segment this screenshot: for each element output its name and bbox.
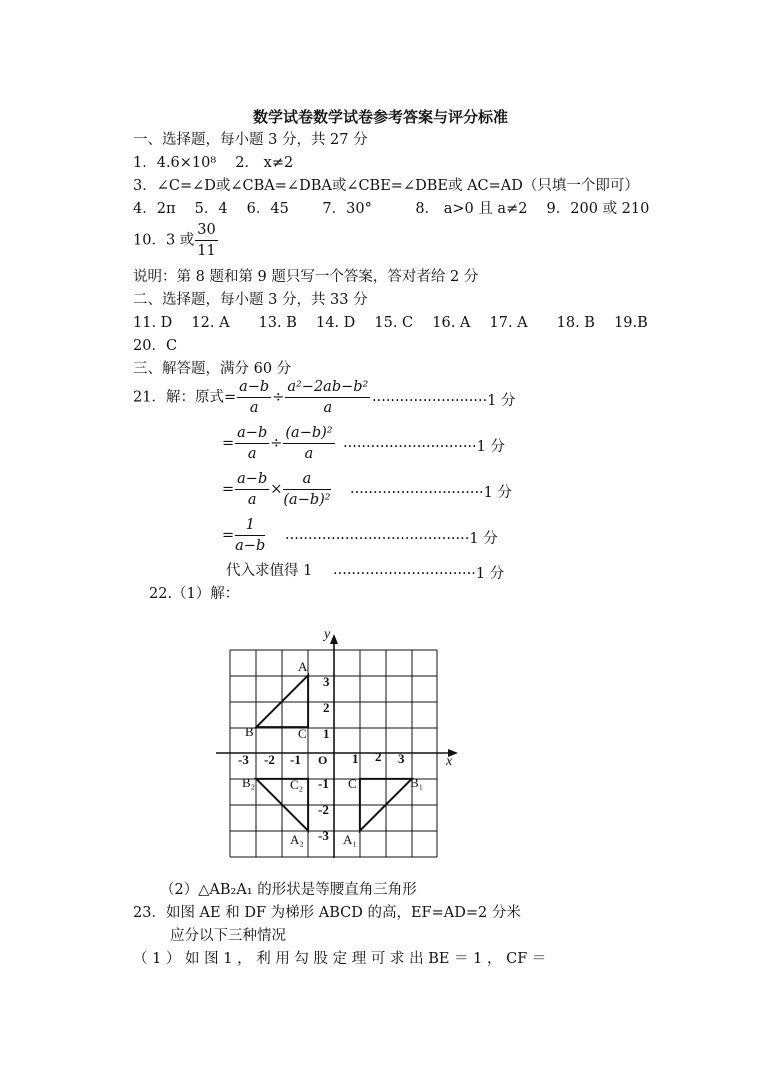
q21-step-3 (222, 470, 332, 509)
fraction-numerator: a−b (235, 470, 269, 490)
fraction-numerator: a−b (235, 424, 269, 444)
q22-part-2: （2）△AB₂A₁ 的形状是等腰直角三角形 (160, 882, 417, 898)
fraction-numerator: 30 (195, 221, 217, 241)
y-tick-label: -2 (318, 802, 329, 817)
operator: × (270, 481, 283, 498)
q21-prefix: 21．解：原式= (133, 389, 237, 406)
fraction-denominator: a (249, 400, 259, 416)
score-dots-3: ·····························1 分 (350, 485, 512, 501)
score-dots-1: ·························1 分 (372, 393, 516, 409)
point-label-c: C (298, 726, 307, 741)
q23-heading: 23．如图 AE 和 DF 为梯形 ABCD 的高，EF=AD=2 分米 (133, 905, 521, 921)
fraction (235, 424, 269, 463)
fraction-denominator: a (304, 446, 314, 462)
fraction (285, 378, 370, 417)
score-dots-4: ········································1 分 (285, 531, 498, 547)
coordinate-figure (200, 618, 470, 864)
fraction-numerator: 1 (235, 516, 265, 536)
fraction (283, 470, 330, 509)
axes (216, 640, 452, 858)
fraction-denominator: a (247, 492, 257, 508)
q21-step-4 (222, 516, 266, 555)
answer-10-prefix: 10．3 或 (133, 232, 195, 249)
answer-line-1-2: 1．4.6×10⁸ 2． x≠2 (133, 155, 294, 171)
answer-10-fraction (195, 221, 217, 260)
fraction (237, 378, 271, 417)
origin-label: O (318, 753, 328, 767)
section-heading-2: 二、选择题，每小题 3 分，共 33 分 (133, 292, 368, 308)
answer-line-3: 3．∠C=∠D或∠CBA=∠DBA或∠CBE=∠DBE或 AC=AD（只填一个即可） (133, 178, 639, 194)
fraction-denominator: (a−b)² (283, 492, 331, 508)
fraction-denominator: a−b (235, 538, 266, 554)
y-tick-label: 3 (323, 674, 330, 689)
equals-sign: = (222, 527, 235, 544)
fraction (235, 470, 269, 509)
fraction-denominator: a (247, 446, 257, 462)
q23-subheading: 应分以下三种情况 (170, 928, 286, 944)
fraction (283, 424, 334, 463)
x-axis-label: x (446, 754, 453, 769)
point-label-c2: C₂ (290, 777, 304, 792)
x-tick-label: 2 (375, 749, 382, 764)
y-tick-label: 1 (323, 726, 330, 741)
section-heading-1: 一、选择题，每小题 3 分，共 27 分 (133, 132, 368, 148)
fraction (235, 516, 265, 555)
y-tick-label: -3 (318, 828, 329, 843)
fraction-numerator: (a−b)² (283, 424, 334, 444)
section-heading-3: 三、解答题，满分 60 分 (133, 361, 292, 377)
fraction-numerator: a (283, 470, 330, 490)
score-dots-5: ·······························1 分 (333, 566, 505, 582)
answer-line-20: 20．C (133, 338, 178, 354)
x-tick-label: -1 (290, 752, 301, 767)
fraction-denominator: a (323, 400, 333, 416)
fraction-denominator: 11 (197, 243, 216, 259)
y-axis-label: y (324, 627, 331, 642)
note-line: 说明：第 8 题和第 9 题只写一个答案，答对者给 2 分 (133, 269, 479, 285)
point-label-a2: A₂ (290, 832, 304, 847)
point-label-b: B (245, 724, 254, 739)
y-axis-arrow-icon (330, 634, 338, 644)
operator: ÷ (270, 435, 283, 452)
x-tick-label: 3 (398, 751, 405, 766)
x-tick-label: -2 (264, 752, 275, 767)
q21-step-1 (133, 378, 371, 417)
point-label-c-right: C (348, 776, 357, 791)
y-tick-label: -1 (318, 776, 329, 791)
point-label-b2: B₂ (242, 775, 256, 790)
score-dots-2: ·····························1 分 (343, 439, 505, 455)
page-title: 数学试卷数学试卷参考答案与评分标准 (252, 108, 508, 126)
fraction-numerator: a²−2ab−b² (285, 378, 370, 398)
equals-sign: = (222, 435, 235, 452)
x-tick-label: -3 (238, 752, 249, 767)
y-tick-label: 2 (323, 700, 330, 715)
point-label-b1: B₁ (410, 775, 424, 790)
point-label-a: A (298, 659, 308, 674)
x-tick-label: 1 (352, 751, 359, 766)
equals-sign: = (222, 481, 235, 498)
q23-case-1: （ 1 ） 如 图 1 ， 利 用 勾 股 定 理 可 求 出 BE ＝ 1 ， CF ＝ (133, 951, 547, 967)
operator: ÷ (272, 389, 285, 406)
point-label-a1: A₁ (343, 832, 357, 847)
q22-heading: 22.（1）解： (149, 586, 240, 602)
tick-labels (238, 674, 405, 843)
answer-line-4-9: 4．2π 5．4 6．45 7．30° 8． a>0 且 a≠2 9．200 或 210 (133, 201, 650, 217)
answer-line-10 (133, 221, 219, 260)
answer-line-11-19: 11. D 12. A 13. B 14. D 15. C 16. A 17. A 18. B 19.B (133, 315, 648, 331)
fraction-numerator: a−b (237, 378, 271, 398)
q21-step-5: 代入求值得 1 (226, 563, 313, 579)
q21-step-2 (222, 424, 336, 463)
